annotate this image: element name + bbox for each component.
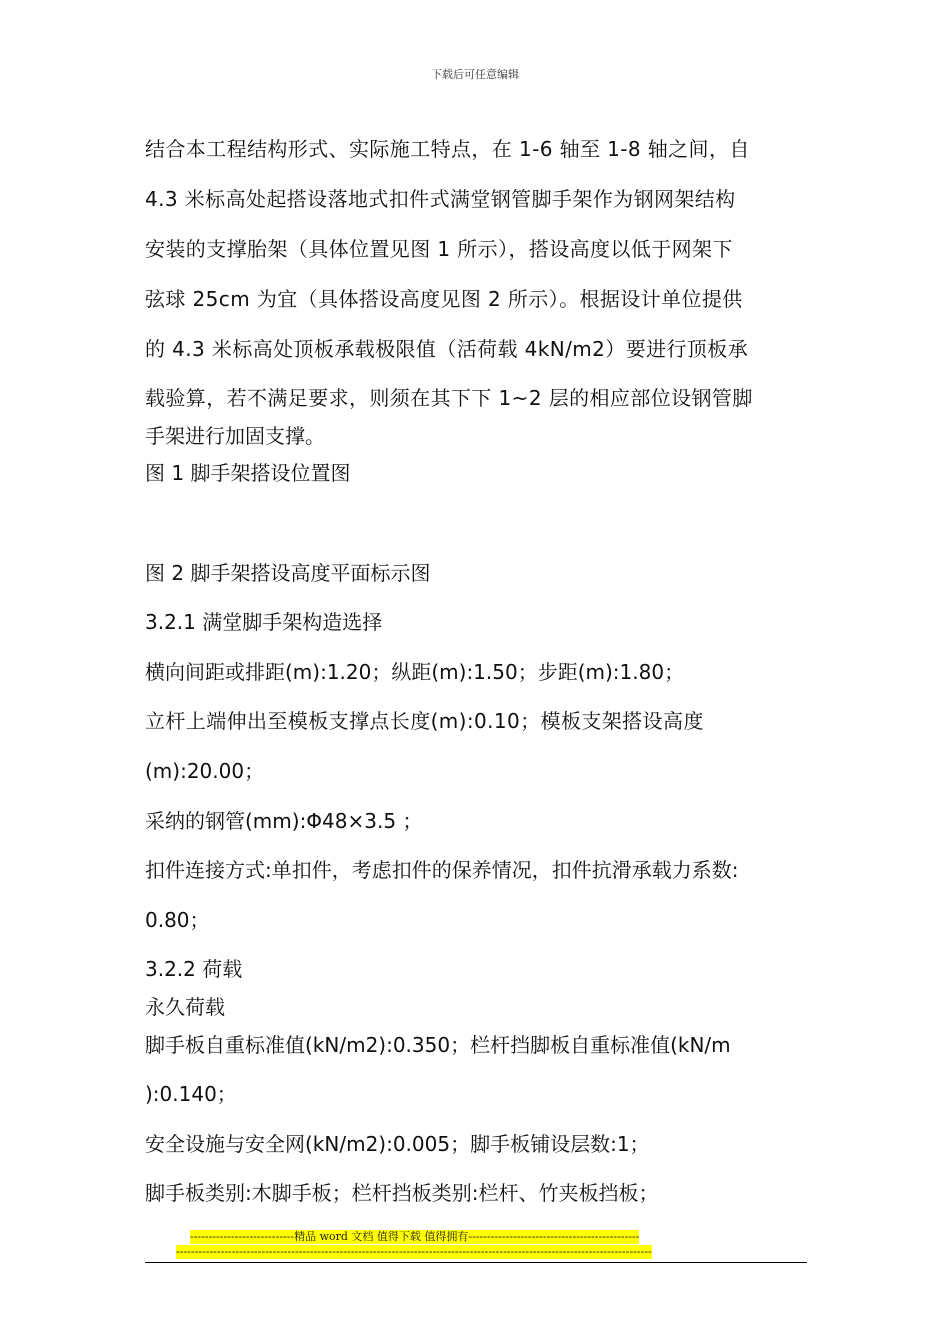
section-heading-3-2-1: 3.2.1 满堂脚手架构造选择 [145, 610, 383, 634]
paragraph-line-1: 结合本工程结构形式、实际施工特点，在 1-6 轴至 1-8 轴之间，自 [145, 137, 750, 161]
figure-1-caption: 图 1 脚手架搭设位置图 [145, 461, 351, 485]
steel-pipe-spec: 采纳的钢管(mm):Φ48×3.5 ； [145, 809, 423, 833]
fastener-connection: 扣件连接方式:单扣件，考虑扣件的保养情况，扣件抗滑承载力系数: [145, 858, 739, 882]
paragraph-line-2: 4.3 米标高处起搭设落地式扣件式满堂钢管脚手架作为钢网架结构 [145, 187, 736, 211]
fastener-coefficient-value: 0.80； [145, 908, 210, 932]
safety-net-parameter: 安全设施与安全网(kN/m2):0.005；脚手板铺设层数:1； [145, 1132, 650, 1156]
section-heading-3-2-2: 3.2.2 荷载 [145, 957, 243, 981]
scaffold-board-type: 脚手板类别:木脚手板；栏杆挡板类别:栏杆、竹夹板挡板； [145, 1181, 659, 1205]
footer-banner-line-2: -------------------------------------------------------------------------------------------------------------------------------- [176, 1245, 652, 1258]
support-height-value: (m):20.00； [145, 759, 265, 783]
paragraph-line-7: 手架进行加固支撑。 [145, 424, 325, 448]
scaffold-board-weight: 脚手板自重标准值(kN/m2):0.350；栏杆挡脚板自重标准值(kN/m [145, 1033, 731, 1057]
railing-weight-value: ):0.140； [145, 1082, 237, 1106]
paragraph-line-4: 弦球 25cm 为宜（具体搭设高度见图 2 所示）。根据设计单位提供 [145, 287, 743, 311]
page-header-note: 下载后可任意编辑 [431, 68, 519, 81]
pole-extension-parameter: 立杆上端伸出至模板支撑点长度(m):0.10；模板支架搭设高度 [145, 709, 704, 733]
paragraph-line-3: 安装的支撑胎架（具体位置见图 1 所示），搭设高度以低于网架下 [145, 237, 733, 261]
permanent-load-label: 永久荷载 [145, 995, 225, 1019]
footer-divider [145, 1262, 807, 1263]
figure-2-caption: 图 2 脚手架搭设高度平面标示图 [145, 561, 431, 585]
footer-banner-line-1: ----------------------------精品 word 文档 值得下载 值得拥有---------------------------------------------- [190, 1230, 640, 1243]
paragraph-line-5: 的 4.3 米标高处顶板承载极限值（活荷载 4kN/m2）要进行顶板承 [145, 337, 749, 361]
spacing-parameters: 横向间距或排距(m):1.20；纵距(m):1.50；步距(m):1.80； [145, 660, 685, 684]
paragraph-line-6: 载验算，若不满足要求，则须在其下下 1~2 层的相应部位设钢管脚 [145, 386, 753, 410]
